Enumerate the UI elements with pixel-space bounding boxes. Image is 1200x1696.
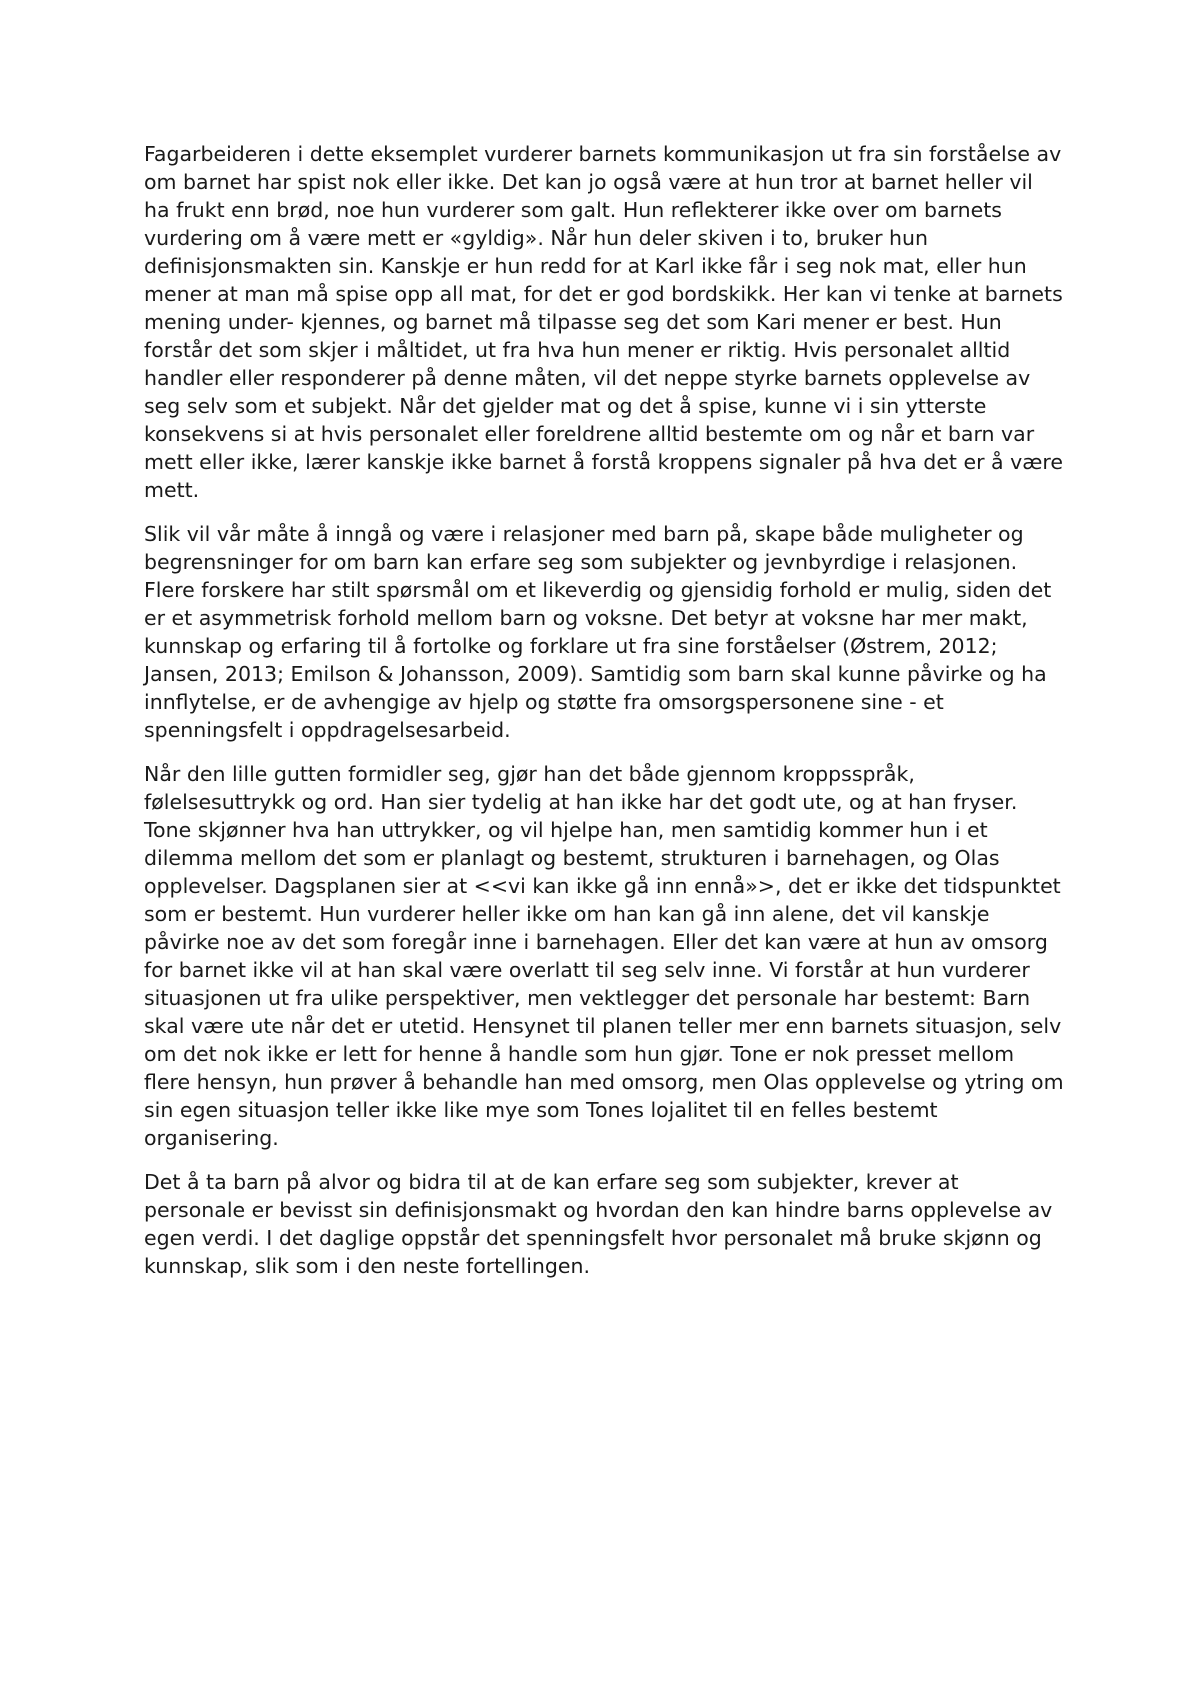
paragraph-3: Når den lille gutten formidler seg, gjør han det både gjennom kroppsspråk, følelsesuttrykk og ord. Han sier tydelig at han ikke har det godt ute, og at han fryser. Tone skjønner hva han uttrykker, og vil hjelpe han, men samtidig kommer hun i et dilemma mellom det som er planlagt og bestemt, strukturen i barnehagen, og Olas opplevelser. Dagsplanen sier at <<vi kan ikke gå inn ennå»>, det er ikke det tidspunktet som er bestemt. Hun vurderer heller ikke om han kan gå inn alene, det vil kanskje påvirke noe av det som foregår inne i barnehagen. Eller det kan være at hun av omsorg for barnet ikke vil at han skal være overlatt til seg selv inne. Vi forstår at hun vurderer situasjonen ut fra ulike perspektiver, men vektlegger det personale har bestemt: Barn skal være ute når det er utetid. Hensynet til planen teller mer enn barnets situasjon, selv om det nok ikke er lett for henne å handle som hun gjør. Tone er nok presset mellom flere hensyn, hun prøver å behandle han med omsorg, men Olas opplevelse og ytring om sin egen situasjon teller ikke like mye som Tones lojalitet til en felles bestemt organisering.: [144, 762, 1064, 1150]
paragraph-1: Fagarbeideren i dette eksemplet vurderer barnets kommunikasjon ut fra sin forståelse av om barnet har spist nok eller ikke. Det kan jo også være at hun tror at barnet heller vil ha frukt enn brød, noe hun vurderer som galt. Hun reflekterer ikke over om barnets vurdering om å være mett er «gyldig». Når hun deler skiven i to, bruker hun definisjonsmakten sin. Kanskje er hun redd for at Karl ikke får i seg nok mat, eller hun mener at man må spise opp all mat, for det er god bordskikk. Her kan vi tenke at barnets mening under- kjennes, og barnet må tilpasse seg det som Kari mener er best. Hun forstår det som skjer i måltidet, ut fra hva hun mener er riktig. Hvis personalet alltid handler eller responderer på denne måten, vil det neppe styrke barnets opplevelse av seg selv som et subjekt. Når det gjelder mat og det å spise, kunne vi i sin ytterste konsekvens si at hvis personalet eller foreldrene alltid bestemte om og når et barn var mett eller ikke, lærer kanskje ikke barnet å forstå kroppens signaler på hva det er å være mett.: [144, 142, 1063, 502]
document-body: [144, 140, 1064, 1296]
paragraph-4: Det å ta barn på alvor og bidra til at de kan erfare seg som subjekter, krever at personale er bevisst sin definisjonsmakt og hvordan den kan hindre barns opplevelse av egen verdi. I det daglige oppstår det spenningsfelt hvor personalet må bruke skjønn og kunnskap, slik som i den neste fortellingen.: [144, 1170, 1053, 1278]
paragraph-2: Slik vil vår måte å inngå og være i relasjoner med barn på, skape både muligheter og begrensninger for om barn kan erfare seg som subjekter og jevnbyrdige i relasjonen. Flere forskere har stilt spørsmål om et likeverdig og gjensidig forhold er mulig, siden det er et asymmetrisk forhold mellom barn og voksne. Det betyr at voksne har mer makt, kunnskap og erfaring til å fortolke og forklare ut fra sine forståelser (Østrem, 2012; Jansen, 2013; Emilson & Johansson, 2009). Samtidig som barn skal kunne påvirke og ha innflytelse, er de avhengige av hjelp og støtte fra omsorgspersonene sine - et spenningsfelt i oppdragelsesarbeid.: [144, 522, 1052, 742]
